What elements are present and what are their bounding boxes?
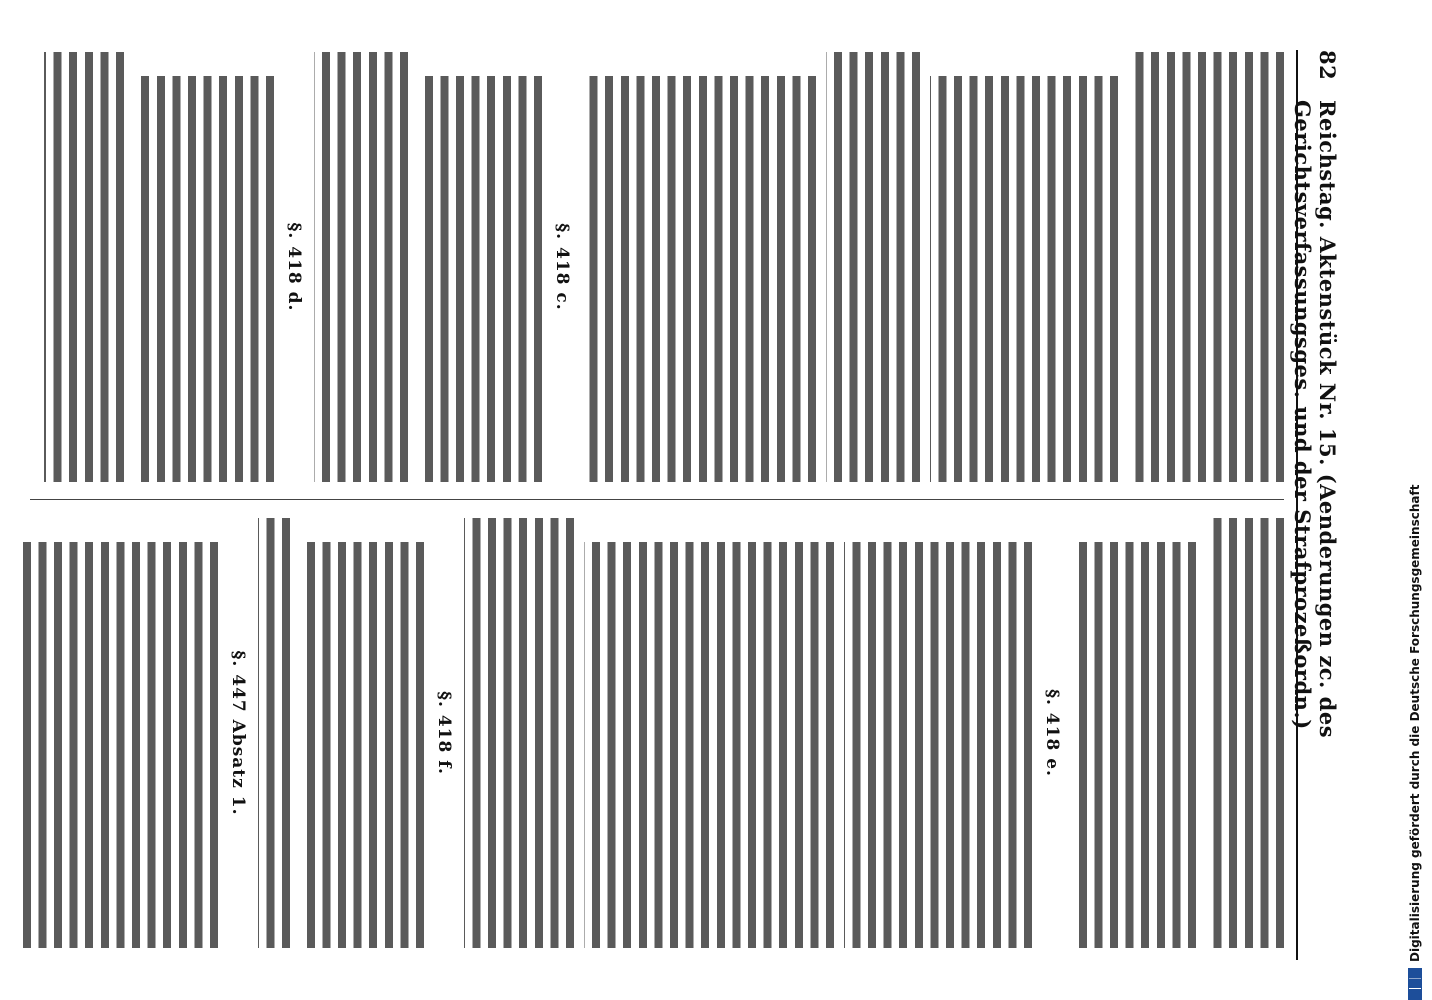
paragraph-text [1206, 518, 1284, 948]
section-heading-418e: §. 418 e. [1042, 689, 1062, 777]
paragraph-text [584, 542, 834, 948]
paragraph-text [844, 542, 1032, 948]
paragraph-text [258, 518, 290, 948]
section-heading-447: §. 447 Absatz 1. [228, 650, 248, 816]
paragraph-text [44, 52, 124, 482]
paragraph-text [826, 52, 920, 482]
header-title: Reichstag. Aktenstück Nr. 15. (Aenderungen zc. des Gerichtsverfassungsges. und der Strafprozeßordn.) [1290, 100, 1340, 739]
credit-text: Digitalisierung gefördert durch die Deutsche Forschungsgemeinschaft [1408, 484, 1422, 962]
section-heading-418f: §. 418 f. [434, 691, 454, 775]
paragraph-text [1072, 542, 1196, 948]
paragraph-text [300, 542, 424, 948]
digitization-credit [1405, 280, 1425, 1000]
paragraph-text [1128, 52, 1284, 482]
page-header [1290, 50, 1340, 960]
paragraph-text [18, 542, 218, 948]
paragraph-text [582, 76, 816, 482]
right-column [30, 518, 1284, 948]
paragraph-text [134, 76, 274, 482]
section-heading-418d: §. 418 d. [284, 222, 304, 312]
paragraph-text [418, 76, 542, 482]
paragraph-text [930, 76, 1118, 482]
left-column [30, 52, 1284, 482]
page-number: 82 [1315, 50, 1340, 81]
dfg-logo-icon [1408, 968, 1422, 1000]
header-rule [1296, 50, 1298, 960]
column-divider [30, 499, 1284, 500]
paragraph-text [464, 518, 574, 948]
section-heading-418c: §. 418 c. [552, 223, 572, 311]
paragraph-text [314, 52, 408, 482]
